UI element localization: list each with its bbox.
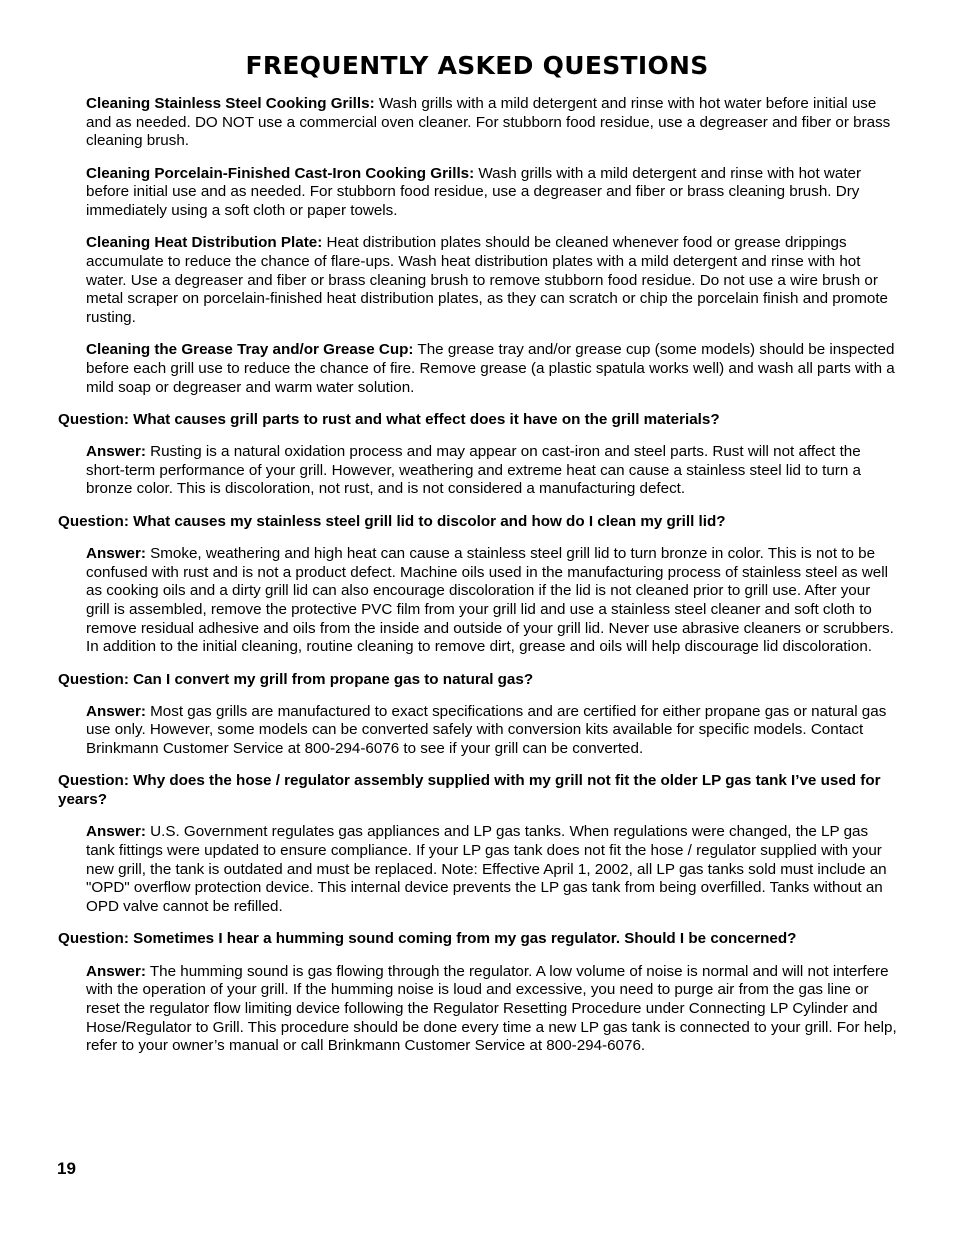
faq-content <box>58 95 898 1056</box>
answer-humming-sound <box>86 963 898 1057</box>
answer-hose-regulator-text: U.S. Government regulates gas appliances and LP gas tanks. When regulations were changed, the LP gas tank fittings were updated to ensure compliance. If your LP gas tank does not fit the hose / regulator supplied with your new grill, the tank is outdated and must be replaced. Note: Effective April 1, 2002, all LP gas tanks sold must include an "OPD" overflow protection device. This internal device prevents the LP gas tank from being overfilled. Tanks without an OPD valve cannot be refilled. <box>86 823 887 916</box>
cleaning-heat-plate-text: Heat distribution plates should be cleaned whenever food or grease drippings accumulate to reduce the chance of flare-ups. Wash heat distribution plates with a mild detergent and rinse with hot water. Use a degreaser and fiber or brass cleaning brush to remove stubborn food residue. Do not use a wire brush or metal scraper on porcelain-finished heat distribution plates, as they can scratch or chip the porcelain finish and promote rusting. <box>86 234 889 327</box>
question-humming-sound: Question: Sometimes I hear a humming sound coming from my gas regulator. Should I be concerned? <box>58 930 797 948</box>
cleaning-heat-plate-paragraph <box>86 234 898 328</box>
answer-humming-sound-text: The humming sound is gas flowing through the regulator. A low volume of noise is normal and will not interfere with the operation of your grill. If the humming noise is loud and excessive, you need to purge air from the gas line or reset the regulator flow limiting device following the Regulator Resetting Procedure under Connecting LP Cylinder and Hose/Regulator to Grill. This procedure should be done every time a new LP gas tank is connected to your grill. For help, refer to your owner’s manual or call Brinkmann Customer Service at 800-294-6076. <box>86 962 897 1055</box>
answer-label: Answer: <box>86 962 146 980</box>
cleaning-porcelain-heading: Cleaning Porcelain-Finished Cast-Iron Cooking Grills: <box>86 164 475 182</box>
cleaning-porcelain-text: Wash grills with a mild detergent and rinse with hot water before initial use and as needed. For stubborn food residue, use a degreaser and fiber or brass cleaning brush. Dry immediately using a soft cloth or paper towels. <box>86 164 862 220</box>
answer-lid-discolor <box>86 545 898 657</box>
cleaning-grease-tray-paragraph <box>86 341 898 397</box>
answer-label: Answer: <box>86 823 146 841</box>
cleaning-grease-tray-heading: Cleaning the Grease Tray and/or Grease Cup: <box>86 341 414 359</box>
page-number: 19 <box>57 1159 76 1178</box>
page-title: FREQUENTLY ASKED QUESTIONS <box>245 51 709 80</box>
answer-rust <box>86 443 898 499</box>
question-hose-regulator: Question: Why does the hose / regulator assembly supplied with my grill not fit the older LP gas tank I’ve used for years? <box>58 772 881 809</box>
question-rust: Question: What causes grill parts to rust and what effect does it have on the grill materials? <box>58 410 720 428</box>
cleaning-stainless-paragraph <box>86 95 898 151</box>
answer-convert-gas-text: Most gas grills are manufactured to exact specifications and are certified for either propane gas or natural gas use only. However, some models can be converted safely with conversion kits available for specific models. Contact Brinkmann Customer Service at 800-294-6076 to see if your grill can be converted. <box>86 702 887 758</box>
answer-lid-discolor-text: Smoke, weathering and high heat can cause a stainless steel grill lid to turn bronze in color. This is not to be confused with rust and is not a product defect. Machine oils used in the manufacturing process of stainless steel as well as cooking oils and a dirty grill lid can also encourage discoloration if the lid is not cleaned prior to grill use. After your grill is assembled, remove the protective PVC film from your grill lid and use a stainless steel cleaner and soft cloth to remove residual adhesive and oils from the inside and outside of your grill lid. Never use abrasive cleaners or scrubbers. In addition to the initial cleaning, routine cleaning to remove dirt, grease and oils will help discourage lid discoloration. <box>86 544 894 656</box>
answer-label: Answer: <box>86 702 146 720</box>
cleaning-grease-tray-text: The grease tray and/or grease cup (some models) should be inspected before each grill use to reduce the chance of fire. Remove grease (a plastic spatula works well) and wash all parts with a mild soap or degreaser and warm water solution. <box>86 341 895 396</box>
answer-hose-regulator <box>86 823 898 917</box>
answer-label: Answer: <box>86 544 146 562</box>
cleaning-heat-plate-heading: Cleaning Heat Distribution Plate: <box>86 234 323 252</box>
question-lid-discolor: Question: What causes my stainless steel grill lid to discolor and how do I clean my grill lid? <box>58 512 726 530</box>
question-convert-gas: Question: Can I convert my grill from propane gas to natural gas? <box>58 670 534 688</box>
answer-label: Answer: <box>86 443 146 461</box>
cleaning-porcelain-paragraph <box>86 165 898 221</box>
cleaning-stainless-text: Wash grills with a mild detergent and rinse with hot water before initial use and as needed. DO NOT use a commercial oven cleaner. For stubborn food residue, use a degreaser and fiber or brass cleaning brush. <box>86 95 891 150</box>
answer-rust-text: Rusting is a natural oxidation process and may appear on cast-iron and steel parts. Rust will not affect the short-term performance of your grill. However, weathering and extreme heat can cause a stainless steel lid to turn a bronze color. This is discoloration, not rust, and is not considered a manufacturing defect. <box>86 443 861 498</box>
answer-convert-gas <box>86 703 898 759</box>
cleaning-stainless-heading: Cleaning Stainless Steel Cooking Grills: <box>86 95 375 112</box>
